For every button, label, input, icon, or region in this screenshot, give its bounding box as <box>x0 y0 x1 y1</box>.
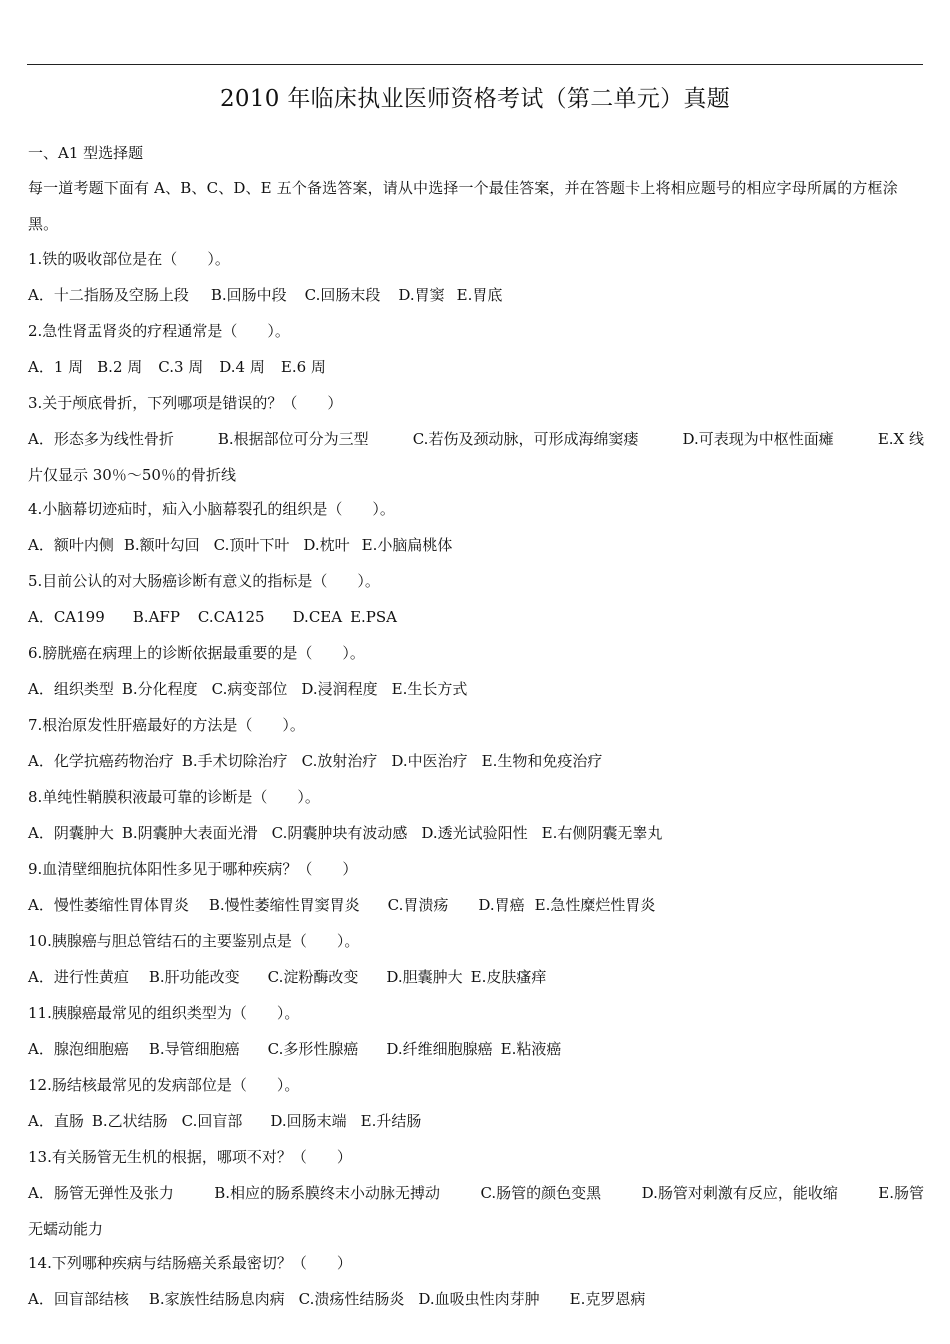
answer-option: D.CEA <box>292 608 343 626</box>
question-options <box>28 742 924 780</box>
answer-option: D.4 周 <box>219 358 265 376</box>
answer-option: B.根据部位可分为三型 <box>217 430 369 448</box>
answer-option: C.多形性腺癌 <box>267 1040 359 1058</box>
section-heading: 一、A1 型选择题 <box>28 144 144 162</box>
answer-option: C.CA125 <box>197 608 265 626</box>
question-options <box>28 348 924 386</box>
question-stem: 10.胰腺癌与胆总管结石的主要鉴别点是（ ）。 <box>28 932 360 950</box>
answer-option: E.克罗恩病 <box>569 1290 646 1308</box>
answer-option: D.胆囊肿大 <box>386 968 463 986</box>
question-options <box>28 670 924 708</box>
answer-option: C.若伤及颈动脉，可形成海绵窦瘘 <box>412 430 639 448</box>
answer-option: E.胃底 <box>456 286 503 304</box>
top-rule <box>27 64 923 65</box>
question-stem: 3.关于颅底骨折，下列哪项是错误的？（ ） <box>28 394 343 412</box>
answer-option: B.阴囊肿大表面光滑 <box>121 824 258 842</box>
answer-option: A．十二指肠及空肠上段 <box>28 286 189 304</box>
answer-option: D.浸润程度 <box>301 680 378 698</box>
answer-option: B.2 周 <box>97 358 143 376</box>
answer-option: A．腺泡细胞癌 <box>28 1040 129 1058</box>
answer-option: D.透光试验阳性 <box>421 824 528 842</box>
answer-option: B.手术切除治疗 <box>181 752 288 770</box>
question-options <box>28 1280 924 1318</box>
answer-option: A．肠管无弹性及张力 <box>28 1184 174 1202</box>
answer-option: B.肝功能改变 <box>148 968 240 986</box>
question-options <box>28 526 924 564</box>
question-options-continuation: 片仅显示 30％～50％的骨折线 <box>28 466 236 484</box>
question-stem: 6.膀胱癌在病理上的诊断依据最重要的是（ ）。 <box>28 644 365 662</box>
answer-option: E.粘液癌 <box>500 1040 562 1058</box>
answer-option: E.肠管 <box>878 1184 924 1202</box>
answer-option: B.分化程度 <box>121 680 198 698</box>
answer-option: B.慢性萎缩性胃窦胃炎 <box>208 896 360 914</box>
answer-option: C.溃疡性结肠炎 <box>298 1290 405 1308</box>
answer-option: E.皮肤瘙痒 <box>470 968 547 986</box>
answer-option: E.右侧阴囊无睾丸 <box>541 824 663 842</box>
answer-option: A．额叶内侧 <box>28 536 114 554</box>
answer-option: A．化学抗癌药物治疗 <box>28 752 174 770</box>
answer-option: B.相应的肠系膜终末小动脉无搏动 <box>214 1184 441 1202</box>
answer-option: B.导管细胞癌 <box>148 1040 240 1058</box>
answer-option: C.淀粉酶改变 <box>267 968 359 986</box>
answer-option: E.PSA <box>350 608 398 626</box>
answer-option: D.回肠末端 <box>270 1112 347 1130</box>
answer-option: E.X 线 <box>877 430 924 448</box>
question-stem: 9.血清壁细胞抗体阳性多见于哪种疾病？（ ） <box>28 860 358 878</box>
answer-option: A．1 周 <box>28 358 84 376</box>
document-title: 2010 年临床执业医师资格考试（第二单元）真题 <box>219 86 731 112</box>
answer-option: A．直肠 <box>28 1112 84 1130</box>
question-stem: 12.肠结核最常见的发病部位是（ ）。 <box>28 1076 300 1094</box>
question-stem: 5.目前公认的对大肠癌诊断有意义的指标是（ ）。 <box>28 572 380 590</box>
answer-option: C.回盲部 <box>181 1112 243 1130</box>
question-stem: 4.小脑幕切迹疝时，疝入小脑幕裂孔的组织是（ ）。 <box>28 500 395 518</box>
question-options <box>28 886 924 924</box>
answer-option: B.家族性结肠息肉病 <box>148 1290 285 1308</box>
answer-option: D.中医治疗 <box>391 752 468 770</box>
answer-option: A．组织类型 <box>28 680 114 698</box>
answer-option: E.急性糜烂性胃炎 <box>534 896 656 914</box>
answer-option: A．慢性萎缩性胃体胃炎 <box>28 896 189 914</box>
question-stem: 11.胰腺癌最常见的组织类型为（ ）。 <box>28 1004 300 1022</box>
answer-option: D.枕叶 <box>303 536 350 554</box>
answer-option: B.额叶勾回 <box>123 536 200 554</box>
question-options-continuation: 无蠕动能力 <box>28 1220 104 1238</box>
question-stem: 13.有关肠管无生机的根据，哪项不对？（ ） <box>28 1148 352 1166</box>
question-stem: 8.单纯性鞘膜积液最可靠的诊断是（ ）。 <box>28 788 320 806</box>
answer-option: E.6 周 <box>280 358 326 376</box>
answer-option: D.肠管对刺激有反应，能收缩 <box>641 1184 838 1202</box>
answer-option: E.小脑扁桃体 <box>361 536 453 554</box>
question-options <box>28 276 924 314</box>
answer-option: A．形态多为线性骨折 <box>28 430 174 448</box>
answer-option: A．进行性黄疸 <box>28 968 129 986</box>
question-stem: 7.根治原发性肝癌最好的方法是（ ）。 <box>28 716 305 734</box>
question-list <box>28 242 924 1318</box>
answer-option: D.胃窦 <box>398 286 445 304</box>
document-body <box>28 136 924 1318</box>
answer-option: D.纤维细胞腺癌 <box>386 1040 493 1058</box>
answer-option: E.升结肠 <box>360 1112 422 1130</box>
answer-option: E.生物和免疫治疗 <box>481 752 603 770</box>
answer-option: A．阴囊肿大 <box>28 824 114 842</box>
answer-option: C.放射治疗 <box>301 752 378 770</box>
answer-option: C.3 周 <box>158 358 204 376</box>
question-options <box>28 958 924 996</box>
answer-option: D.血吸虫性肉芽肿 <box>418 1290 540 1308</box>
answer-option: B.AFP <box>132 608 180 626</box>
question-stem: 14.下列哪种疾病与结肠癌关系最密切？（ ） <box>28 1254 352 1272</box>
answer-option: C.回肠末段 <box>304 286 381 304</box>
question-options <box>28 1102 924 1140</box>
question-options <box>28 598 924 636</box>
answer-option: A．CA199 <box>28 608 105 626</box>
answer-option: C.顶叶下叶 <box>213 536 290 554</box>
question-options <box>28 1174 924 1212</box>
answer-option: B.回肠中段 <box>210 286 287 304</box>
question-options <box>28 1030 924 1068</box>
question-options <box>28 420 924 458</box>
answer-option: C.胃溃疡 <box>387 896 449 914</box>
instructions: 每一道考题下面有 A、B、C、D、E 五个备选答案，请从中选择一个最佳答案，并在答题卡上将相应题号的相应字母所属的方框涂黑。 <box>28 179 898 233</box>
answer-option: D.可表现为中枢性面瘫 <box>682 430 834 448</box>
answer-option: A．回盲部结核 <box>28 1290 129 1308</box>
answer-option: E.生长方式 <box>391 680 468 698</box>
answer-option: C.肠管的颜色变黑 <box>480 1184 602 1202</box>
question-options <box>28 814 924 852</box>
answer-option: C.病变部位 <box>211 680 288 698</box>
question-stem: 1.铁的吸收部位是在（ ）。 <box>28 250 230 268</box>
question-stem: 2.急性肾盂肾炎的疗程通常是（ ）。 <box>28 322 290 340</box>
answer-option: D.胃癌 <box>478 896 525 914</box>
answer-option: B.乙状结肠 <box>91 1112 168 1130</box>
answer-option: C.阴囊肿块有波动感 <box>271 824 408 842</box>
